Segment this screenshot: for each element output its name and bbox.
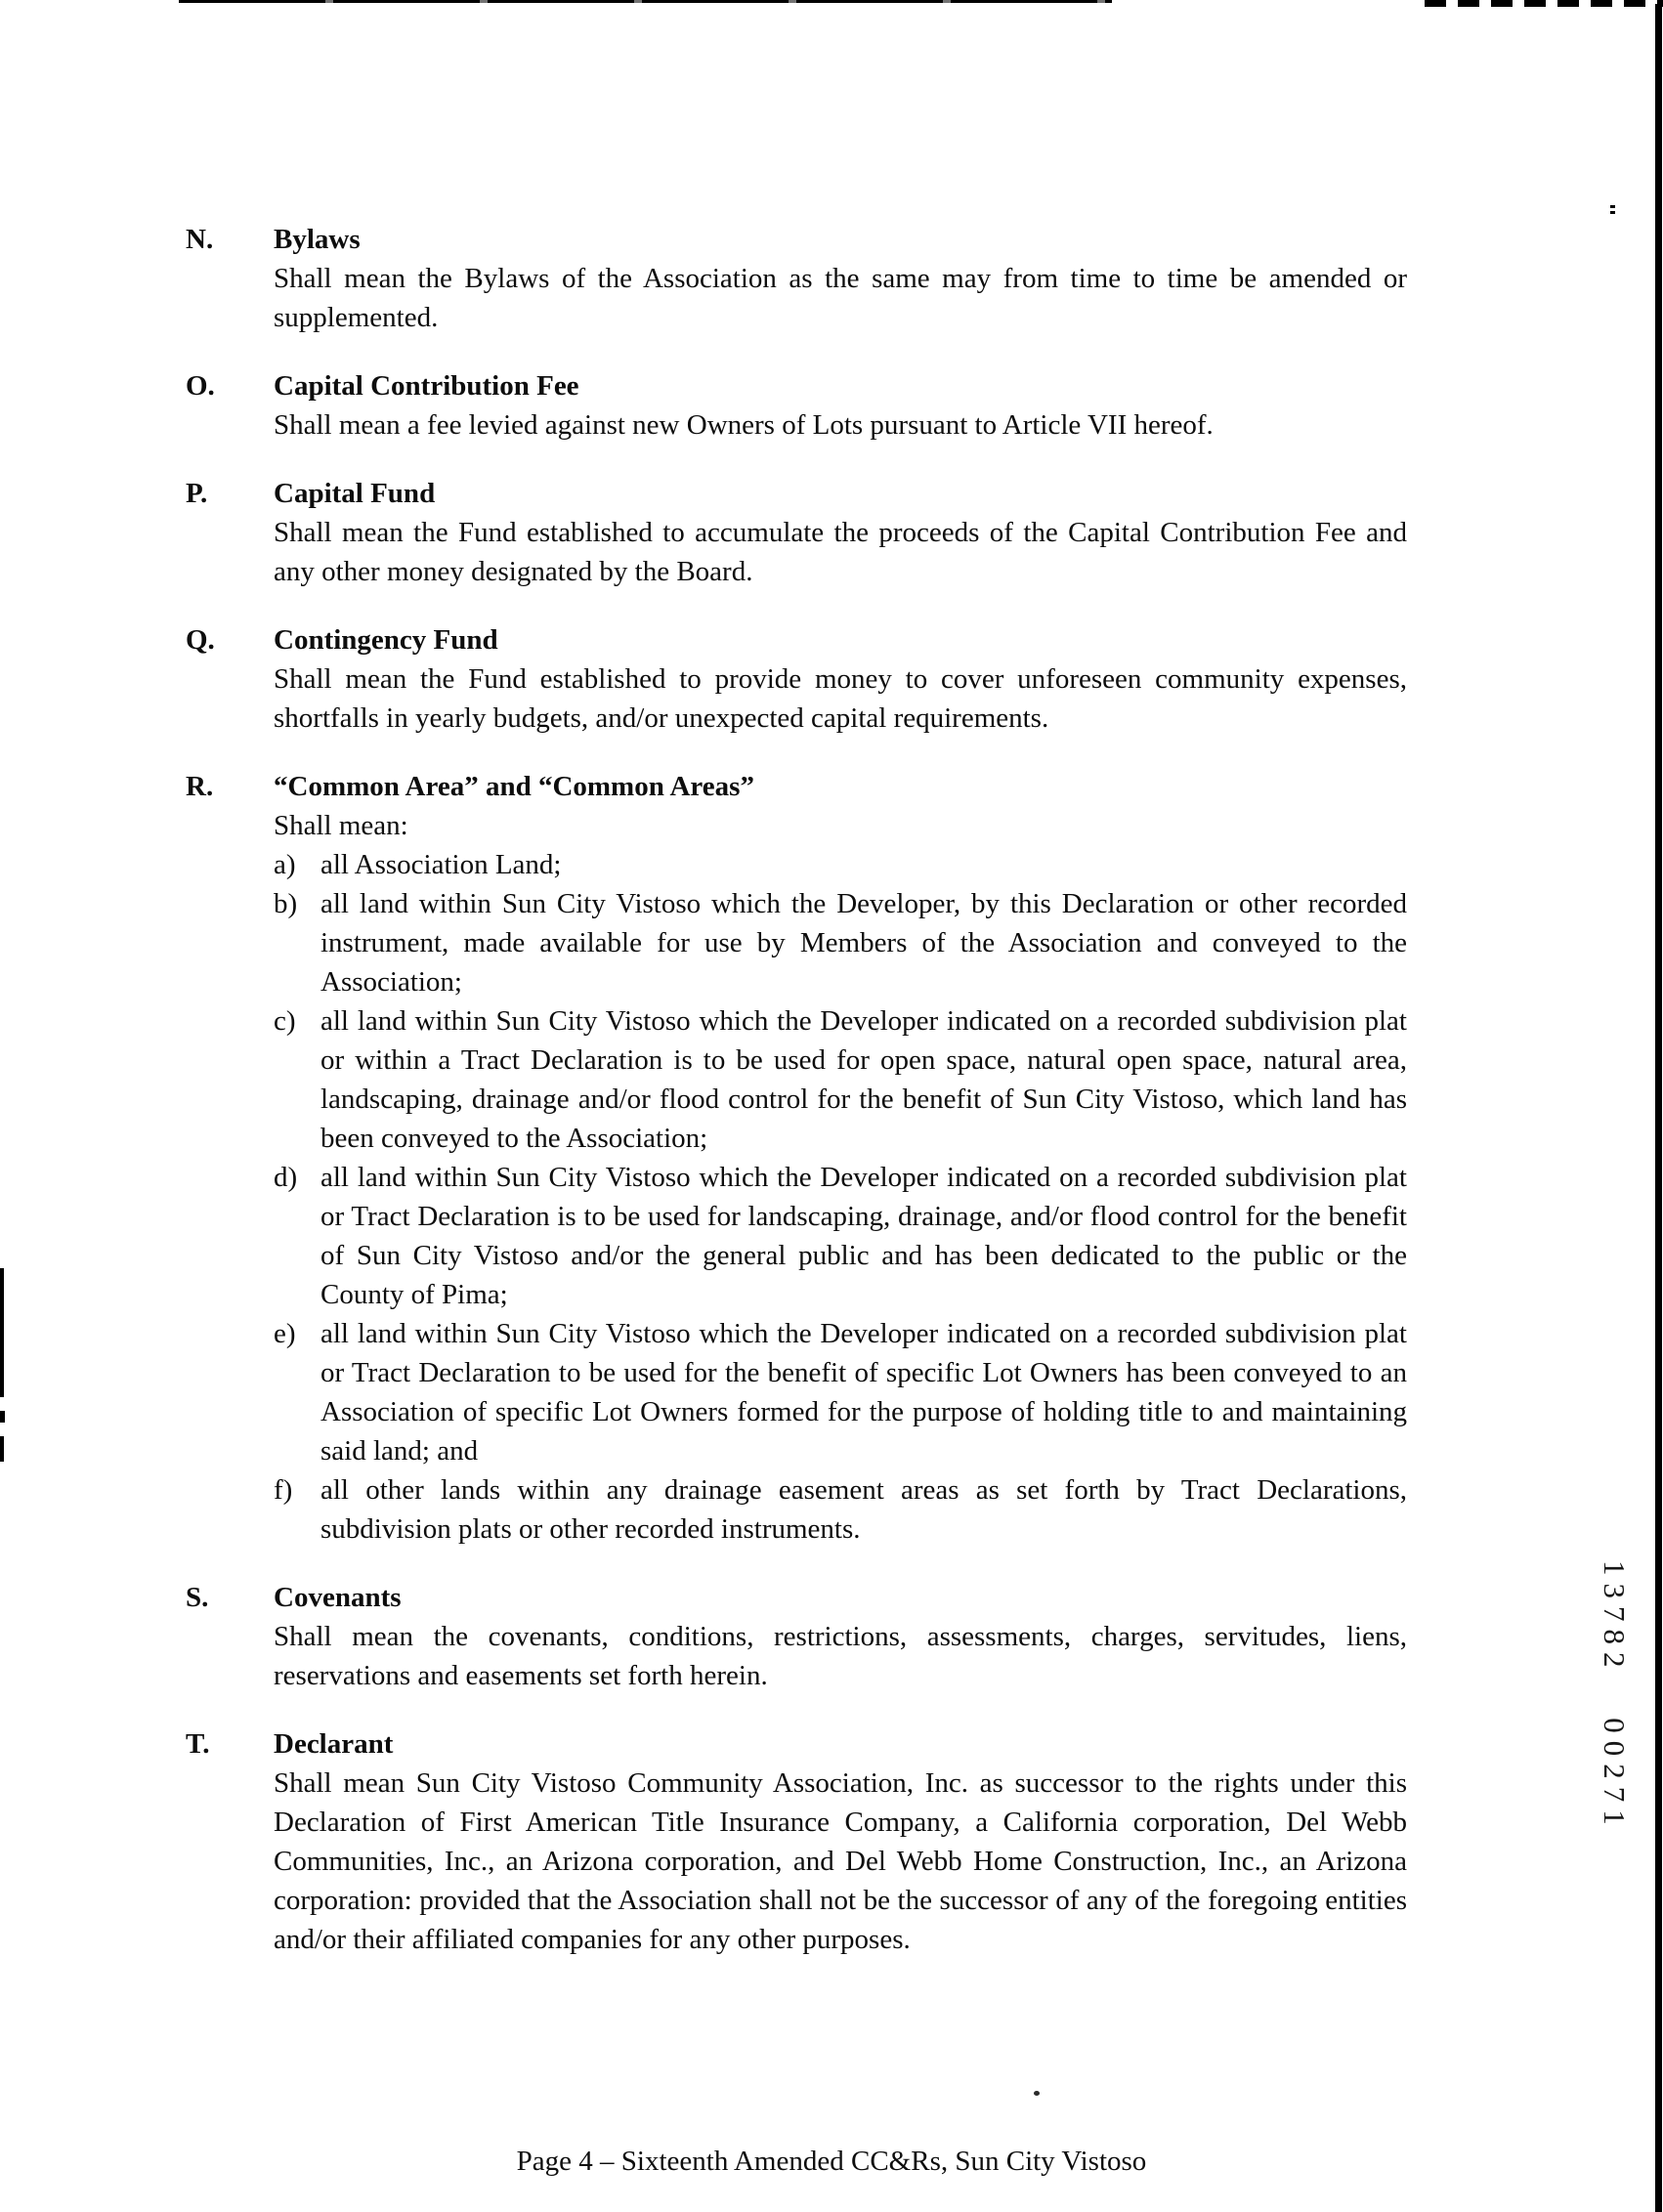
- section-content: [274, 1578, 1407, 1695]
- list-item-label: e): [274, 1318, 296, 1349]
- list-item-text: all land within Sun City Vistoso which the Developer indicated on a recorded subdivision plat or Tract Declaration to be used for the benefit of specific Lot Owners has been conveyed to an Association of specific Lot Owners formed for the purpose of holding title to and maintaining said land; and: [320, 1318, 1407, 1467]
- section-content: [274, 767, 1407, 1549]
- section-paragraph: Shall mean the Fund established to accumulate the proceeds of the Capital Contribution Fee and any other money designated by the Board.: [274, 517, 1407, 587]
- definition-section: [186, 366, 1407, 445]
- list-item-label: b): [274, 888, 298, 919]
- section-title: Declarant: [274, 1728, 394, 1760]
- definition-section: [186, 620, 1407, 738]
- list-item: [274, 1314, 1407, 1470]
- list-item: [274, 884, 1407, 1001]
- definition-section: [186, 220, 1407, 337]
- section-paragraph: Shall mean the covenants, conditions, restrictions, assessments, charges, servitudes, liens, reservations and easements set forth herein.: [274, 1621, 1407, 1691]
- list-item-label: c): [274, 1005, 296, 1037]
- recorder-stamp-number: 13782 00271: [1598, 1560, 1632, 1833]
- section-title: Capital Contribution Fee: [274, 370, 579, 402]
- scan-artifact-right-edge-line: [1655, 4, 1662, 2212]
- section-content: [274, 366, 1407, 445]
- list-item-text: all Association Land;: [320, 849, 562, 880]
- section-title: Bylaws: [274, 224, 361, 255]
- page-footer: Page 4 – Sixteenth Amended CC&Rs, Sun City Vistoso: [516, 2146, 1147, 2177]
- section-paragraph: Shall mean the Fund established to provide money to cover unforeseen community expenses, shortfalls in yearly budgets, and/or unexpected capital requirements.: [274, 663, 1407, 734]
- scan-artifact-speck: [1034, 2091, 1040, 2096]
- definition-section: [186, 1724, 1407, 1959]
- scan-artifact-top-edge-dashes: [1425, 0, 1663, 7]
- list-item-text: all land within Sun City Vistoso which the Developer indicated on a recorded subdivision plat or within a Tract Declaration is to be used for open space, natural open space, natural area, landscaping, drainage and/or flood control for the benefit of Sun City Vistoso, which land has been conveyed to the Association;: [320, 1005, 1407, 1154]
- section-title: Contingency Fund: [274, 624, 498, 656]
- scan-artifact-right-edge-tick: [1610, 205, 1615, 217]
- section-content: [274, 1724, 1407, 1959]
- list-item: [274, 1470, 1407, 1549]
- list-item-label: f): [274, 1474, 293, 1506]
- list-item-text: all land within Sun City Vistoso which the Developer indicated on a recorded subdivision plat or Tract Declaration is to be used for landscaping, drainage, and/or flood control for the benefit of Sun City Vistoso and/or the general public and has been dedicated to the public or the County of Pima;: [320, 1162, 1407, 1310]
- section-title: Capital Fund: [274, 478, 436, 509]
- definition-list: [274, 845, 1407, 1549]
- section-content: [274, 620, 1407, 738]
- scan-artifact-left-edge-tick-2: [0, 1436, 4, 1462]
- section-content: [274, 220, 1407, 337]
- section-title: Covenants: [274, 1582, 402, 1613]
- scan-artifact-left-edge-line: [0, 1268, 4, 1397]
- list-item: [274, 1158, 1407, 1314]
- list-item-text: all land within Sun City Vistoso which the Developer, by this Declaration or other recorded instrument, made available for use by Members of the Association and conveyed to the Association;: [320, 888, 1407, 998]
- section-letter: N.: [186, 224, 214, 255]
- definition-section: [186, 1578, 1407, 1695]
- scan-artifact-top-edge-line: [179, 0, 1112, 3]
- scan-artifact-left-edge-tick-1: [0, 1411, 5, 1423]
- section-paragraph: Shall mean Sun City Vistoso Community Association, Inc. as successor to the rights under this Declaration of First American Title Insurance Company, a California corporation, Del Webb Communities, Inc., an Arizona corporation, and Del Webb Home Construction, Inc., an Arizona corporation: provided that the Association shall not be the successor of any of the foregoing entities and/or their affiliated companies for any other purposes.: [274, 1767, 1407, 1955]
- section-letter: R.: [186, 771, 214, 802]
- list-item-label: d): [274, 1162, 298, 1193]
- section-letter: Q.: [186, 624, 215, 656]
- section-letter: T.: [186, 1728, 210, 1760]
- list-item-label: a): [274, 849, 296, 880]
- definition-section: [186, 767, 1407, 1549]
- definition-section: [186, 474, 1407, 591]
- document-body: [186, 220, 1407, 1988]
- section-letter: S.: [186, 1582, 209, 1613]
- list-item: [274, 845, 1407, 884]
- list-item: [274, 1001, 1407, 1158]
- section-title: “Common Area” and “Common Areas”: [274, 771, 754, 802]
- section-paragraph: Shall mean a fee levied against new Owners of Lots pursuant to Article VII hereof.: [274, 409, 1214, 441]
- section-paragraph: Shall mean:: [274, 810, 408, 841]
- list-item-text: all other lands within any drainage easement areas as set forth by Tract Declarations, subdivision plats or other recorded instruments.: [320, 1474, 1407, 1545]
- section-letter: O.: [186, 370, 215, 402]
- section-letter: P.: [186, 478, 208, 509]
- section-content: [274, 474, 1407, 591]
- section-paragraph: Shall mean the Bylaws of the Association as the same may from time to time be amended or supplemented.: [274, 263, 1407, 333]
